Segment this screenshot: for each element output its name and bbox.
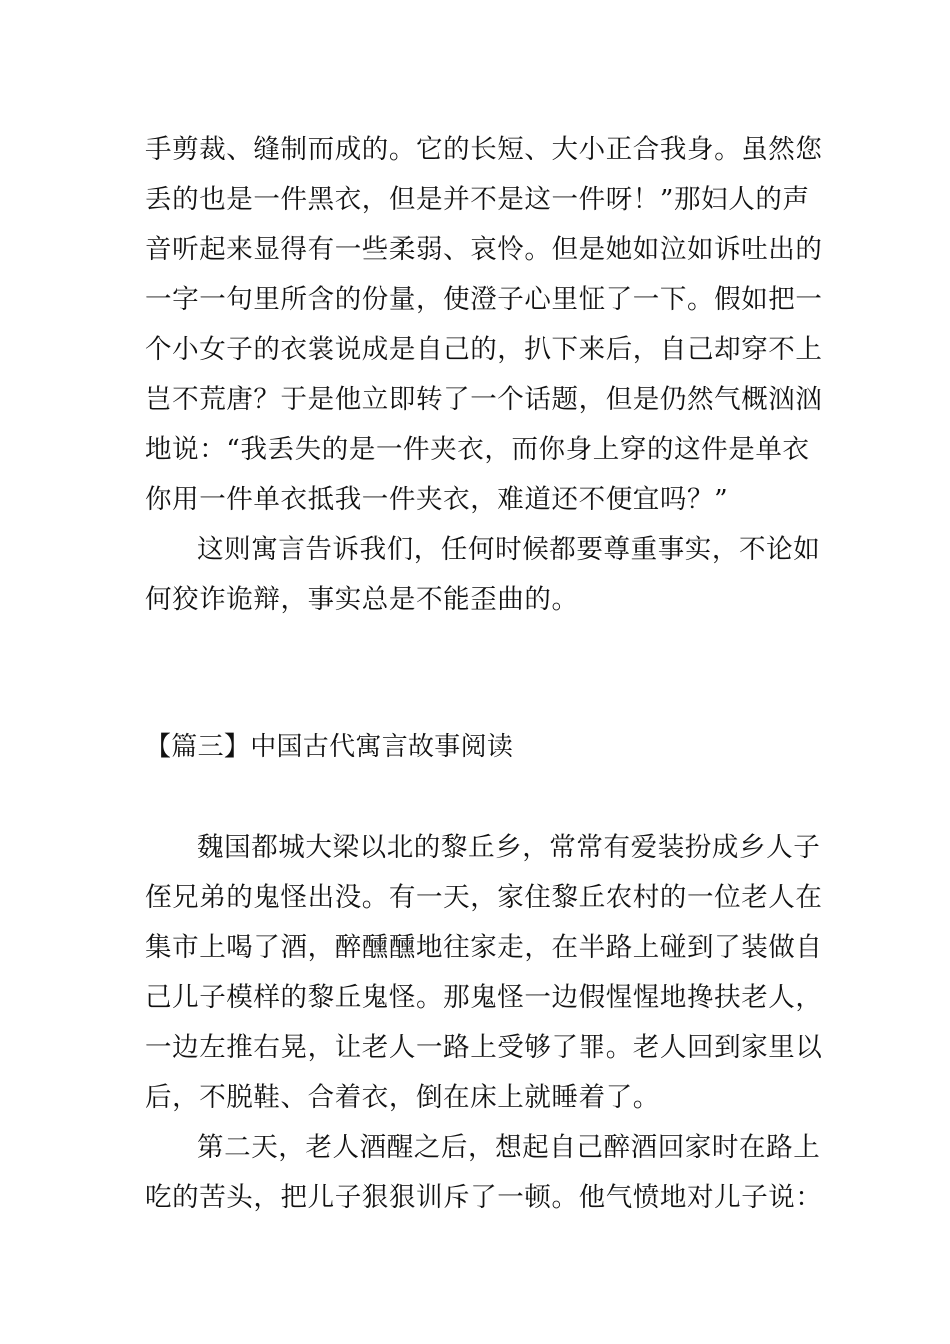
paragraph-line: 后，不脱鞋、合着衣，倒在床上就睡着了。	[145, 1082, 660, 1113]
paragraph-line: 己儿子模样的黎丘鬼怪。那鬼怪一边假惺惺地搀扶老人，	[145, 982, 823, 1013]
paragraph-line: 第二天，老人酒醒之后，想起自己醉酒回家时在路上	[197, 1132, 821, 1163]
paragraph-line: 集市上喝了酒，醉醺醺地往家走，在半路上碰到了装做自	[145, 932, 823, 963]
paragraph-line: 魏国都城大梁以北的黎丘乡，常常有爱装扮成乡人子	[197, 832, 821, 863]
paragraph-line: 一字一句里所含的份量，使澄子心里怔了一下。假如把一	[145, 284, 823, 315]
paragraph-line: 何狡诈诡辩，事实总是不能歪曲的。	[145, 584, 579, 615]
paragraph-line: 丢的也是一件黑衣，但是并不是这一件呀！”那妇人的声	[145, 184, 810, 215]
paragraph-line: 吃的苦头，把儿子狠狠训斥了一顿。他气愤地对儿子说：	[145, 1182, 823, 1213]
paragraph-line: 一边左推右晃，让老人一路上受够了罪。老人回到家里以	[145, 1032, 823, 1063]
paragraph-line: 个小女子的衣裳说成是自己的，扒下来后，自己却穿不上	[145, 334, 823, 365]
paragraph-line: 你用一件单衣抵我一件夹衣，难道还不便宜吗？”	[145, 484, 729, 515]
paragraph-line: 侄兄弟的鬼怪出没。有一天，家住黎丘农村的一位老人在	[145, 882, 823, 913]
paragraph-line: 地说：“我丢失的是一件夹衣，而你身上穿的这件是单衣	[145, 434, 810, 465]
paragraph-line: 手剪裁、缝制而成的。它的长短、大小正合我身。虽然您	[145, 134, 823, 165]
paragraph-line: 岂不荒唐？于是他立即转了一个话题，但是仍然气概汹汹	[145, 384, 823, 415]
paragraph-line: 音听起来显得有一些柔弱、哀怜。但是她如泣如诉吐出的	[145, 234, 823, 265]
section-heading: 【篇三】中国古代寓言故事阅读	[145, 732, 514, 762]
paragraph-line: 这则寓言告诉我们，任何时候都要尊重事实，不论如	[197, 534, 821, 565]
